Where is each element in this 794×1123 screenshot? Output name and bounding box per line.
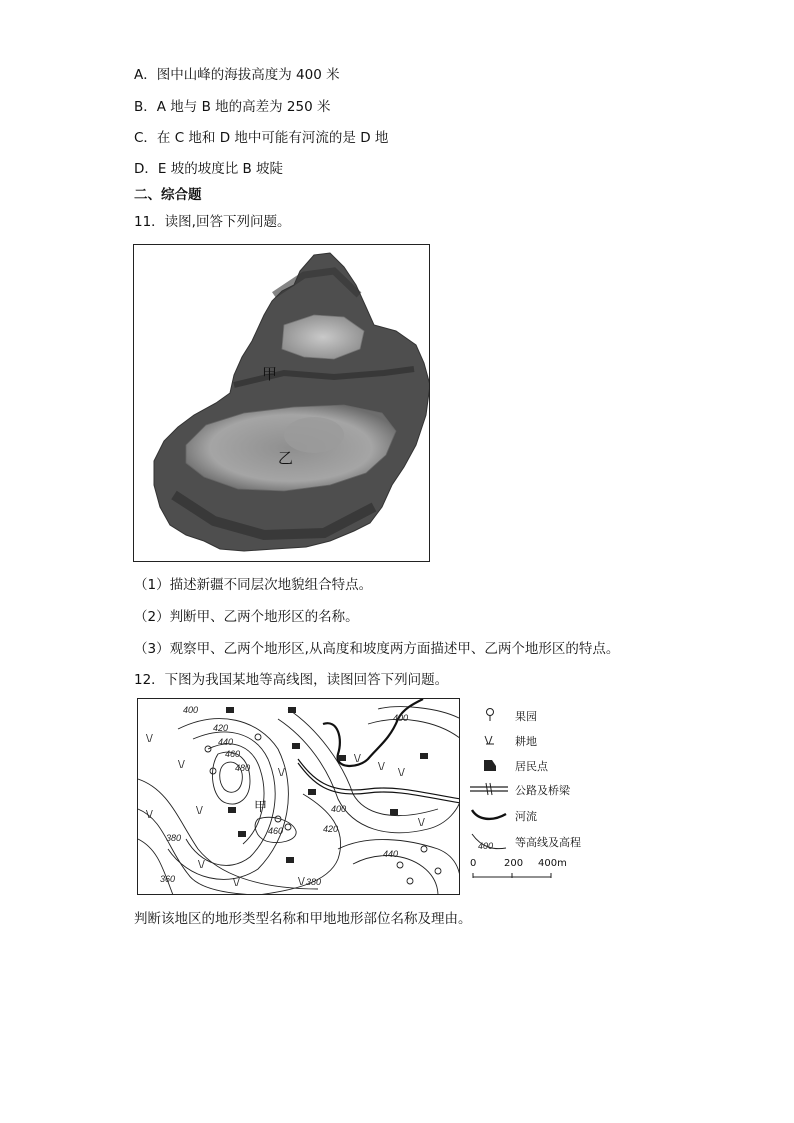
- svg-text:\/: \/: [233, 877, 240, 888]
- svg-text:400: 400: [331, 804, 347, 814]
- settlement-icon: [468, 754, 508, 776]
- svg-text:480: 480: [235, 763, 251, 773]
- legend-river: 河流: [468, 804, 598, 826]
- option-c: C．在 C 地和 D 地中可能有河流的是 D 地: [134, 130, 389, 146]
- map-point-jia: 甲: [254, 800, 268, 815]
- farmland-icon: [468, 729, 508, 751]
- scale-bar: 0 200 400m: [470, 858, 580, 886]
- svg-text:460: 460: [225, 749, 241, 759]
- relief-map-graphic: [134, 245, 430, 562]
- q11-sub2: （2）判断甲、乙两个地形区的名称。: [134, 609, 359, 625]
- legend-orchard: 果园: [468, 704, 598, 726]
- contour-line: [278, 719, 460, 833]
- legend-road-bridge: 公路及桥梁: [468, 778, 598, 800]
- svg-text:\/: \/: [198, 859, 205, 870]
- contour-line: [353, 856, 438, 895]
- svg-text:\/: \/: [278, 767, 285, 778]
- svg-text:\/: \/: [398, 767, 405, 778]
- xinjiang-relief-map: [133, 244, 430, 562]
- map-label-jia: 甲: [262, 365, 278, 383]
- svg-text:460: 460: [268, 826, 284, 836]
- legend-farmland: 耕地: [468, 729, 598, 751]
- svg-text:380: 380: [166, 833, 182, 843]
- svg-text:\/: \/: [178, 759, 185, 770]
- contour-line: [368, 719, 460, 739]
- option-a: A．图中山峰的海拔高度为 400 米: [134, 67, 340, 83]
- river-icon: [468, 804, 508, 826]
- legend-contour: 400 等高线及高程: [468, 830, 598, 852]
- q11-stem: 11．读图,回答下列问题。: [134, 214, 291, 230]
- svg-text:440: 440: [383, 849, 399, 859]
- q12-question: 判断该地区的地形类型名称和甲地地形部位名称及理由。: [134, 911, 472, 927]
- svg-text:440: 440: [218, 737, 234, 747]
- contour-line: [378, 707, 460, 719]
- svg-text:\/: \/: [378, 761, 385, 772]
- q12-stem: 12．下图为我国某地等高线图，读图回答下列问题。: [134, 672, 449, 688]
- contour-line: [338, 840, 460, 889]
- section-title: 二、综合题: [134, 187, 202, 203]
- svg-text:400: 400: [393, 713, 409, 723]
- contour-map: [137, 698, 460, 895]
- svg-text:420: 420: [213, 723, 229, 733]
- svg-text:400: 400: [478, 841, 494, 851]
- contour-map-graphic: [138, 699, 460, 895]
- svg-text:380: 380: [306, 877, 322, 887]
- svg-text:400: 400: [183, 705, 199, 715]
- map-legend: [468, 700, 598, 880]
- scale-line: [472, 872, 552, 882]
- svg-text:\/: \/: [354, 753, 361, 764]
- contour-line: [138, 809, 258, 895]
- contour-line: [138, 779, 318, 889]
- map-label-yi: 乙: [278, 449, 294, 467]
- contour-icon: [468, 830, 508, 852]
- svg-text:\/: \/: [418, 817, 425, 828]
- svg-text:\/: \/: [196, 805, 203, 816]
- option-b: B．A 地与 B 地的高差为 250 米: [134, 99, 331, 115]
- orchard-icon: [468, 704, 508, 726]
- svg-text:420: 420: [323, 824, 339, 834]
- svg-text:360: 360: [160, 874, 176, 884]
- option-d: D．E 坡的坡度比 B 坡陡: [134, 161, 284, 177]
- svg-text:\/: \/: [146, 809, 153, 820]
- q11-sub1: （1）描述新疆不同层次地貌组合特点。: [134, 577, 373, 593]
- contour-line: [138, 839, 176, 895]
- svg-text:\/: \/: [146, 733, 153, 744]
- q11-sub3: （3）观察甲、乙两个地形区,从高度和坡度两方面描述甲、乙两个地形区的特点。: [134, 641, 620, 657]
- contour-line: [212, 752, 250, 804]
- svg-text:\/: \/: [298, 876, 305, 887]
- legend-settlement: 居民点: [468, 754, 598, 776]
- road-bridge-icon: [468, 778, 508, 800]
